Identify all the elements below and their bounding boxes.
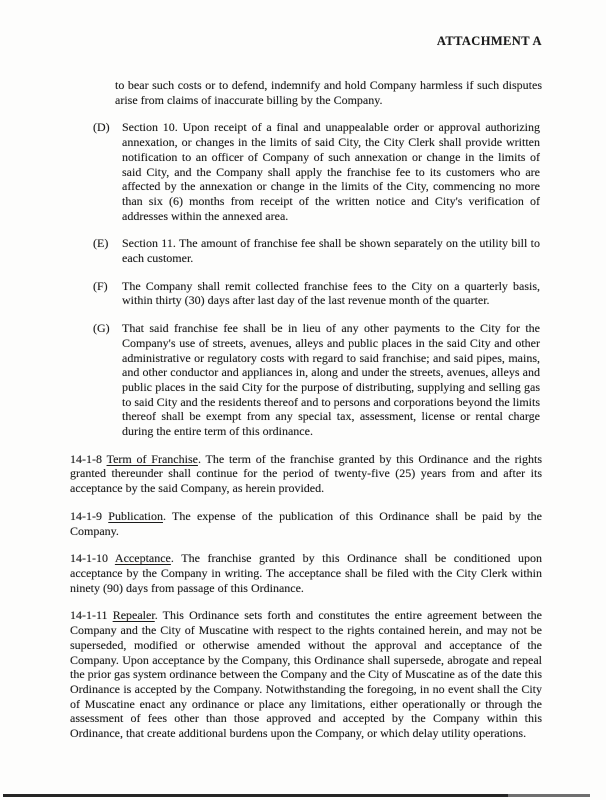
- lettered-item-e: [93, 236, 540, 265]
- section-number: 14-1-10: [70, 551, 108, 566]
- intro-paragraph: to bear such costs or to defend, indemnify and hold Company harmless if such disputes arise from claims of inaccurate billing by the Company.: [115, 78, 542, 107]
- scan-edge-line-gray: [508, 794, 590, 797]
- scan-edge-line-dark: [3, 794, 508, 797]
- section-repealer: [70, 608, 542, 740]
- lettered-item-g: [93, 321, 540, 439]
- section-term-of-franchise: [70, 452, 542, 496]
- section-acceptance: [70, 551, 542, 595]
- section-publication: [70, 509, 542, 538]
- item-label-e: (E): [93, 236, 109, 251]
- item-label-d: (D): [93, 120, 110, 135]
- item-text-f: The Company shall remit collected franchise fees to the City on a quarterly basis, within thirty (30) days after last day of the last revenue month of the quarter.: [122, 278, 540, 308]
- section-number: 14-1-9: [70, 508, 102, 523]
- section-number: 14-1-8: [70, 451, 102, 466]
- attachment-header: ATTACHMENT A: [436, 34, 542, 48]
- section-number: 14-1-11: [70, 608, 108, 623]
- section-body: . The franchise granted by this Ordinance shall be conditioned upon acceptance by the Company in writing. The acceptance shall be filed with the City Clerk within ninety (90) days from passage of this Ordinance.: [70, 551, 542, 595]
- section-title: Term of Franchise: [106, 451, 198, 466]
- section-title: Repealer: [112, 608, 155, 623]
- item-text-g: That said franchise fee shall be in lieu of any other payments to the City for the Company's use of streets, avenues, alleys and public places in the said City and other administrative or regulatory costs with regard to said franchise; and said pipes, mains, and other conductor and appliances in, along and under the streets, avenues, alleys and public places in the said City for the purpose of distributing, supplying and selling gas to said City and the residents thereof and to persons and corporations beyond the limits thereof shall be exempt from any special tax, assessment, license or rental charge during the entire term of this ordinance.: [122, 321, 540, 439]
- item-text-e: Section 11. The amount of franchise fee shall be shown separately on the utility bill to each customer.: [122, 236, 540, 266]
- section-body: . The expense of the publication of this Ordinance shall be paid by the Company.: [70, 508, 543, 538]
- lettered-item-f: [93, 279, 540, 308]
- section-title: Publication: [108, 508, 163, 523]
- section-body: . The term of the franchise granted by this Ordinance and the rights granted thereunder shall continue for the period of twenty-five (25) years from and after its acceptance by the said Company, as herein provided.: [70, 451, 542, 496]
- lettered-item-d: [93, 120, 540, 223]
- item-text-d: Section 10. Upon receipt of a final and unappealable order or approval authorizing annexation, or changes in the limits of said City, the City Clerk shall provide written notification to an officer of Company of such annexation or change in the limits of said City, and the Company shall apply the franchise fee to its customers who are affected by the annexation or change in the limits of the City, commencing no more than six (6) months from receipt of the written notice and City's verification of addresses within the annexed area.: [122, 120, 540, 223]
- section-title: Acceptance: [114, 551, 171, 566]
- item-label-f: (F): [93, 278, 108, 293]
- section-body: . This Ordinance sets forth and constitutes the entire agreement between the Company and the City of Muscatine with respect to the rights contained herein, and may not be superseded, modified or otherwise amended without the approval and acceptance of the Company. Upon acceptance by the Company, this Ordinance shall supersede, abrogate and repeal the prior gas system ordinance between the Company and the City of Muscatine as of the date this Ordinance is accepted by the Company. Notwithstanding the foregoing, in no event shall the City of Muscatine enact any ordinance or place any limitations, either operationally or through the assessment of fees other than those approved and accepted by the Company within this Ordinance, that create additional burdens upon the Company, or which delay utility operations.: [70, 608, 543, 741]
- item-label-g: (G): [93, 321, 110, 336]
